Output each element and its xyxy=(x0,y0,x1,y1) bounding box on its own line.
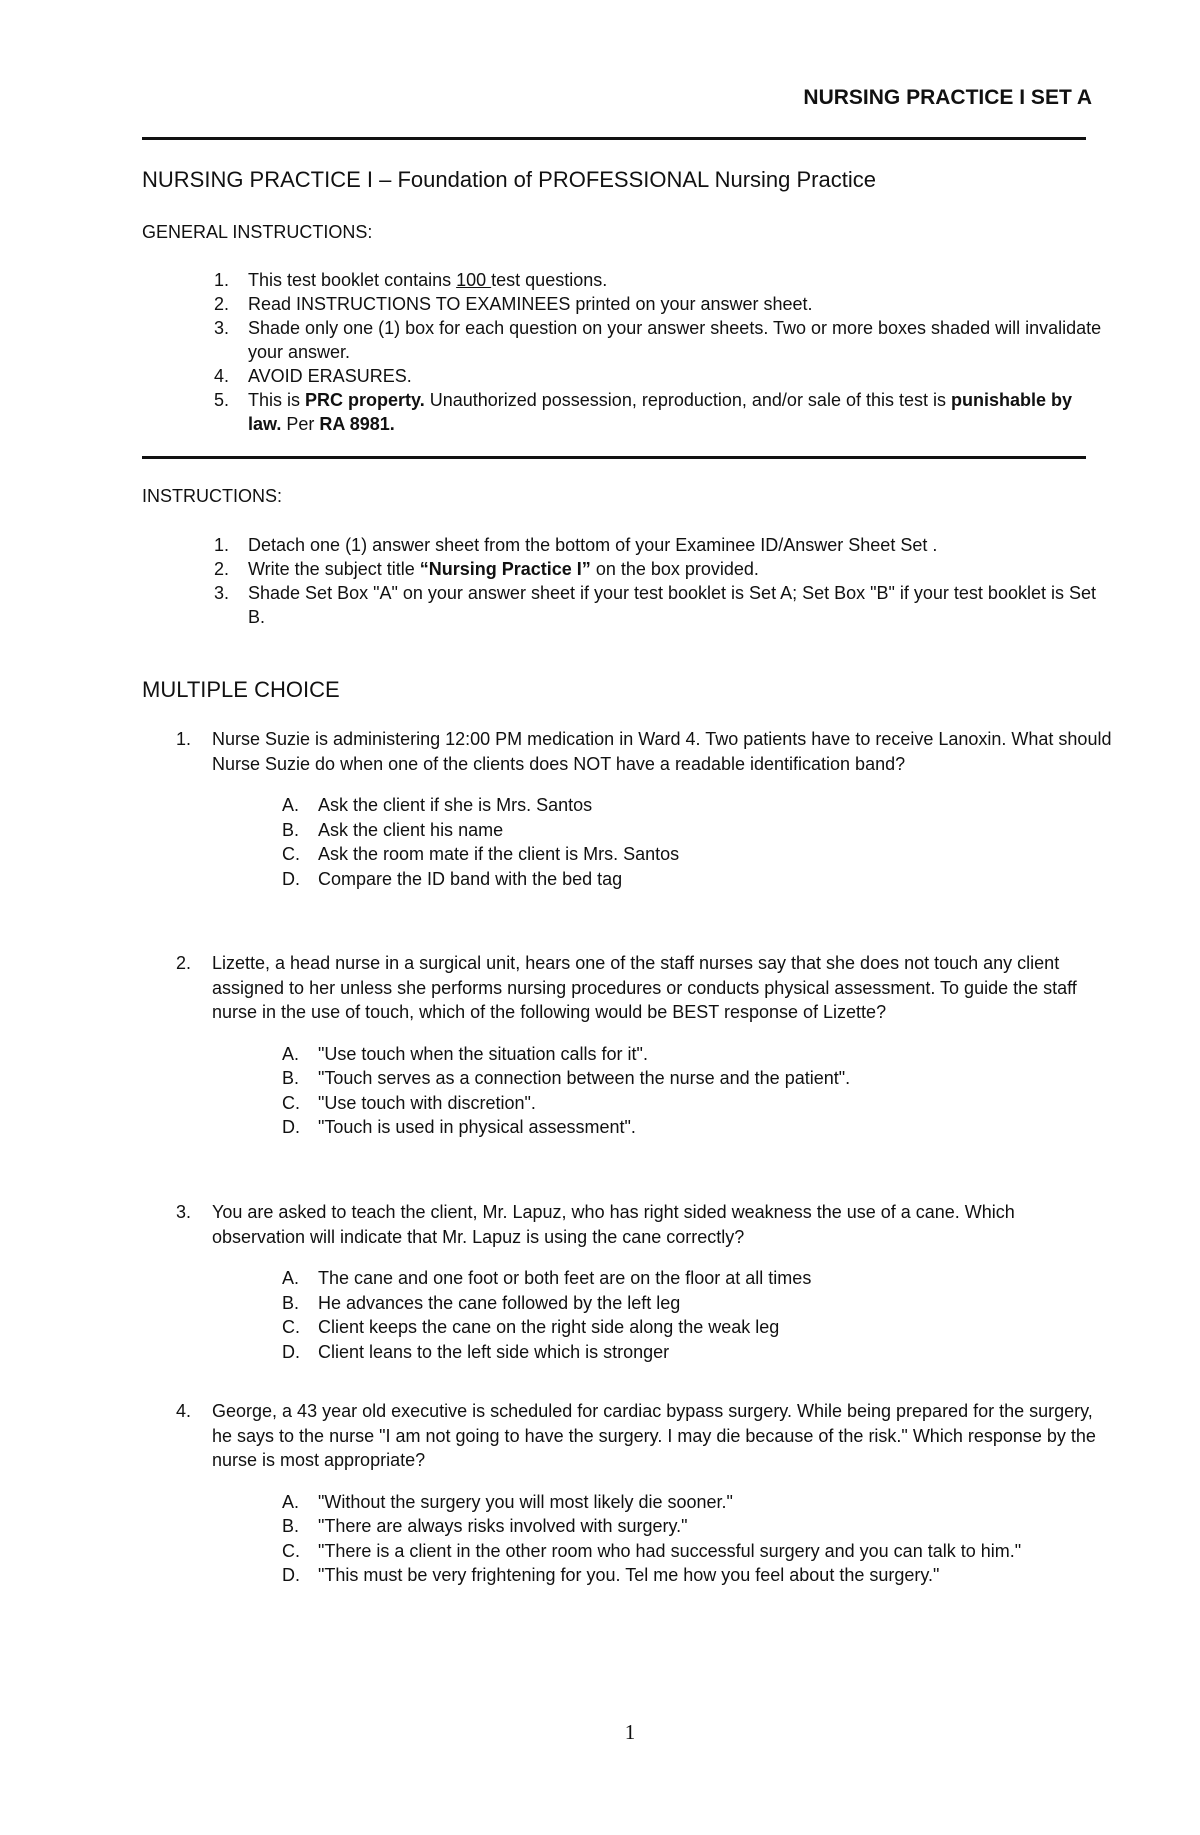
option-letter: C. xyxy=(282,844,300,864)
top-divider xyxy=(142,137,1086,140)
item-text: Unauthorized possession, reproduction, and/or sale of this test is xyxy=(424,390,951,410)
question-count: 100 xyxy=(456,270,492,290)
option-letter: D. xyxy=(282,1341,300,1362)
option-text: Ask the room mate if the client is Mrs. Santos xyxy=(318,844,680,864)
item-number: 1. xyxy=(214,270,230,290)
general-instruction-item xyxy=(0,364,1108,388)
ra-number: RA 8981. xyxy=(319,414,395,434)
item-text: AVOID ERASURES. xyxy=(248,366,412,386)
answer-option xyxy=(0,1490,1118,1515)
item-text: Shade Set Box "A" on your answer sheet if your test booklet is Set A; Set Box "B" if your test booklet is Set B. xyxy=(248,583,1096,627)
option-text: "Touch serves as a connection between the nurse and the patient". xyxy=(318,1068,851,1088)
answer-options xyxy=(0,1490,1200,1588)
answer-options xyxy=(0,793,1200,891)
answer-option xyxy=(0,1042,1118,1067)
set-title: NURSING PRACTICE I SET A xyxy=(803,86,1092,109)
punishable-text: punishable by law. xyxy=(248,390,1073,434)
option-text: "This must be very frightening for you. Tel me how you feel about the surgery." xyxy=(318,1565,940,1585)
general-instructions-heading: GENERAL INSTRUCTIONS: xyxy=(142,222,373,242)
option-text: "Without the surgery you will most likely die sooner." xyxy=(318,1491,733,1512)
question-stem xyxy=(0,951,1112,1025)
question-text: You are asked to teach the client, Mr. Lapuz, who has right sided weakness the use of a cane. Which observation will indicate that Mr. Lapuz is using the cane correctly? xyxy=(212,1202,1015,1247)
general-instruction-item xyxy=(0,292,1108,316)
item-number: 4. xyxy=(214,366,230,386)
answer-options xyxy=(0,1266,1200,1364)
question-2 xyxy=(0,951,1200,1140)
question-text: Lizette, a head nurse in a surgical unit, hears one of the staff nurses say that she does not touch any client assigned to her unless she performs nursing procedures or conducts physical assessment. To guide the staff nurse in the use of touch, which of the following would be BEST response of Lizette? xyxy=(212,953,1077,1022)
answer-option xyxy=(0,793,1118,818)
item-text: This test booklet contains xyxy=(248,270,457,290)
item-text: test questions. xyxy=(491,270,608,290)
option-letter: B. xyxy=(282,819,300,840)
answer-option xyxy=(0,1514,1118,1539)
answer-option xyxy=(0,842,1118,867)
item-text: Detach one (1) answer sheet from the bottom of your Examinee ID/Answer Sheet Set . xyxy=(248,535,938,555)
answer-options xyxy=(0,1042,1200,1140)
item-number: 2. xyxy=(214,559,230,579)
question-stem xyxy=(0,1200,1112,1249)
instructions-list xyxy=(0,533,1200,629)
prc-property-text: PRC property. xyxy=(305,390,425,410)
answer-option xyxy=(0,1115,1118,1140)
item-text: Shade only one (1) box for each question on your answer sheets. Two or more boxes shaded will invalidate your answer. xyxy=(248,318,1102,362)
option-letter: B. xyxy=(282,1068,300,1088)
option-letter: B. xyxy=(282,1292,300,1313)
question-4 xyxy=(0,1399,1200,1588)
option-text: Ask the client his name xyxy=(318,819,504,840)
question-stem xyxy=(0,1399,1112,1473)
item-number: 2. xyxy=(214,294,230,314)
item-text: Per xyxy=(281,414,320,434)
instruction-item xyxy=(0,581,1108,629)
general-instruction-item xyxy=(0,316,1108,364)
answer-option xyxy=(0,1563,1118,1588)
option-text: Client keeps the cane on the right side along the weak leg xyxy=(318,1317,780,1337)
option-text: "There are always risks involved with surgery." xyxy=(318,1516,688,1536)
answer-option xyxy=(0,1315,1118,1340)
general-instructions-list xyxy=(0,268,1200,436)
question-text: Nurse Suzie is administering 12:00 PM medication in Ward 4. Two patients have to receive Lanoxin. What should Nurse Suzie do when one of the clients does NOT have a readable identification band? xyxy=(212,729,1112,774)
document-title: NURSING PRACTICE I – Foundation of PROFESSIONAL Nursing Practice xyxy=(142,167,876,192)
item-text: on the box provided. xyxy=(590,559,759,579)
item-number: 3. xyxy=(214,583,230,603)
option-letter: D. xyxy=(282,1117,300,1137)
answer-option xyxy=(0,1340,1118,1365)
option-letter: A. xyxy=(282,1268,300,1288)
option-letter: C. xyxy=(282,1317,300,1337)
item-number: 1. xyxy=(214,535,230,555)
option-text: "Touch is used in physical assessment". xyxy=(318,1117,636,1137)
page-number: 1 xyxy=(624,1720,636,1744)
question-number: 3. xyxy=(176,1202,192,1222)
item-text: Read INSTRUCTIONS TO EXAMINEES printed on your answer sheet. xyxy=(248,294,813,314)
answer-option xyxy=(0,1091,1118,1116)
question-number: 1. xyxy=(176,729,192,749)
item-number: 5. xyxy=(214,390,230,410)
option-letter: D. xyxy=(282,868,300,889)
item-number: 3. xyxy=(214,318,230,338)
instruction-item xyxy=(0,557,1108,581)
option-letter: A. xyxy=(282,1043,300,1064)
answer-option xyxy=(0,1291,1118,1316)
option-text: Compare the ID band with the bed tag xyxy=(318,868,623,889)
question-text: George, a 43 year old executive is scheduled for cardiac bypass surgery. While being prepared for the surgery, he says to the nurse "I am not going to have the surgery. I may die because of the risk." Which response by the nurse is most appropriate? xyxy=(212,1401,1096,1470)
option-letter: B. xyxy=(282,1516,300,1536)
option-text: "There is a client in the other room who had successful surgery and you can talk to him." xyxy=(318,1540,1022,1561)
option-text: Client leans to the left side which is stronger xyxy=(318,1341,670,1362)
option-text: He advances the cane followed by the left leg xyxy=(318,1292,681,1313)
option-text: "Use touch when the situation calls for it". xyxy=(318,1043,648,1064)
answer-option xyxy=(0,1539,1118,1564)
answer-option xyxy=(0,1266,1118,1291)
option-text: The cane and one foot or both feet are on the floor at all times xyxy=(318,1268,812,1288)
answer-option xyxy=(0,867,1118,892)
question-stem xyxy=(0,727,1112,776)
answer-option xyxy=(0,818,1118,843)
question-1 xyxy=(0,727,1200,891)
answer-option xyxy=(0,1066,1118,1091)
option-letter: D. xyxy=(282,1565,300,1585)
item-text: Write the subject title xyxy=(248,559,420,579)
general-instruction-item xyxy=(0,268,1108,292)
option-letter: C. xyxy=(282,1540,300,1561)
option-text: "Use touch with discretion". xyxy=(318,1092,536,1113)
option-letter: C. xyxy=(282,1092,300,1113)
option-text: Ask the client if she is Mrs. Santos xyxy=(318,795,593,815)
middle-divider xyxy=(142,456,1086,459)
question-3 xyxy=(0,1200,1200,1364)
item-text: This is xyxy=(248,390,306,410)
question-number: 4. xyxy=(176,1401,192,1421)
instructions-heading: INSTRUCTIONS: xyxy=(142,486,283,506)
option-letter: A. xyxy=(282,1491,300,1512)
question-number: 2. xyxy=(176,953,192,973)
option-letter: A. xyxy=(282,795,300,815)
multiple-choice-heading: MULTIPLE CHOICE xyxy=(142,677,340,702)
subject-title-text: “Nursing Practice I” xyxy=(419,559,591,579)
instruction-item xyxy=(0,533,1108,557)
general-instruction-item xyxy=(0,388,1108,436)
